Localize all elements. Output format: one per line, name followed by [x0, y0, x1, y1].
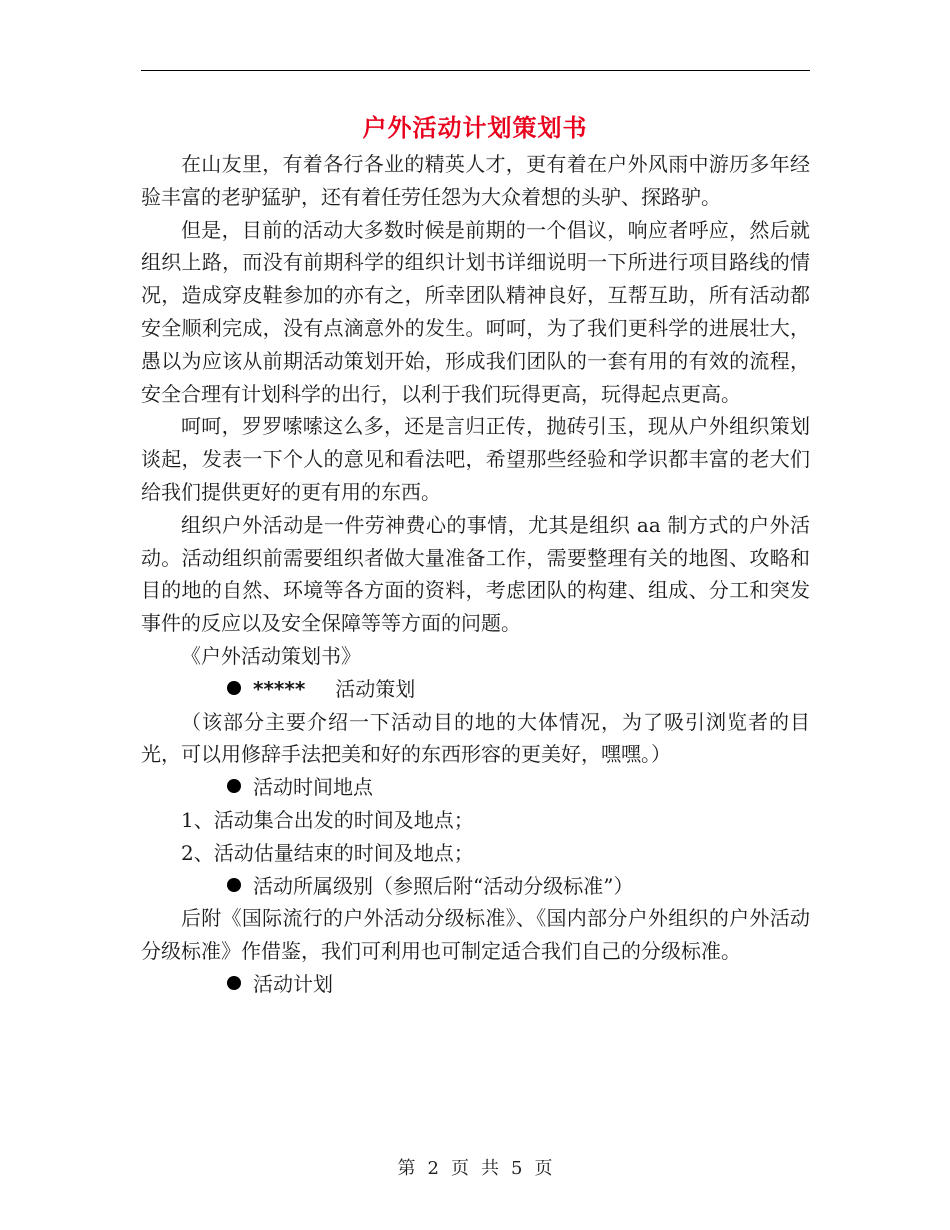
page-footer — [0, 1154, 950, 1180]
document-title: 户外活动计划策划书 — [362, 113, 588, 142]
footer-total-pages: 5 — [511, 1158, 523, 1179]
bullet-icon — [227, 681, 241, 695]
paragraph-organizing: 组织户外活动是一件劳神费心的事情，尤其是组织 aa 制方式的户外活动。活动组织前需要组织者做大量准备工作，需要整理有关的地图、攻略和目的地的自然、环境等各方面的资料，考虑团队的构建、组成、分工和突发事件的反应以及安全保障等等方面的问题。 — [141, 512, 810, 636]
paragraph-appendix: 后附《国际流行的户外活动分级标准》、《国内部分户外组织的户外活动分级标准》作借鉴，我们可利用也可制定适合我们自己的分级标准。 — [141, 906, 810, 964]
header-rule — [141, 70, 810, 71]
paragraph-planning-note: （该部分主要介绍一下活动目的地的大体情况，为了吸引浏览者的目光，可以用修辞手法把美和好的东西形容的更美好，嘿嘿。） — [141, 709, 810, 767]
bullet-label: 活动策划 — [335, 676, 416, 701]
stars-text: ***** — [253, 676, 306, 701]
bullet-icon — [227, 976, 241, 990]
footer-total-prefix: 共 — [481, 1158, 499, 1179]
bullet-label: 活动时间地点 — [253, 775, 373, 800]
footer-total-unit: 页 — [534, 1158, 553, 1179]
footer-page-number: 2 — [427, 1158, 439, 1179]
list-item-departure: 1、活动集合出发的时间及地点； — [181, 807, 474, 832]
bullet-activity-level — [141, 870, 810, 903]
book-title-line: 《户外活动策划书》 — [181, 643, 361, 668]
list-item-end: 2、活动估量结束的时间及地点； — [181, 840, 474, 865]
bullet-time-location — [141, 771, 810, 804]
bullet-icon — [227, 878, 241, 892]
bullet-label: 活动计划 — [253, 971, 333, 996]
paragraph-intro: 在山友里，有着各行各业的精英人才，更有着在户外风雨中游历多年经验丰富的老驴猛驴，还有着任劳任怨为大众着想的头驴、探路驴。 — [141, 152, 810, 209]
bullet-label: 活动所属级别（参照后附“活动分级标准”） — [253, 873, 634, 898]
bullet-activity-plan — [141, 968, 810, 1001]
footer-prefix: 第 — [397, 1158, 416, 1179]
bullet-icon — [227, 779, 241, 793]
bullet-activity-planning — [141, 673, 810, 706]
paragraph-problem: 但是，目前的活动大多数时候是前期的一个倡议，响应者呼应，然后就组织上路，而没有前期科学的组织计划书详细说明一下所进行项目路线的情况，造成穿皮鞋参加的亦有之，所幸团队精神良好，互帮互助，所有活动都安全顺利完成，没有点滴意外的发生。呵呵，为了我们更科学的进展壮大，愚以为应该从前期活动策划开始，形成我们团队的一套有用的有效的流程，安全合理有计划科学的出行，以利于我们玩得更高，玩得起点更高。 — [141, 217, 810, 406]
document-body — [141, 148, 810, 1001]
paragraph-preface: 呵呵，罗罗嗦嗦这么多，还是言归正传，抛砖引玉，现从户外组织策划谈起，发表一下个人的意见和看法吧，希望那些经验和学识都丰富的老大们给我们提供更好的更有用的东西。 — [141, 414, 810, 504]
footer-unit: 页 — [451, 1158, 469, 1179]
